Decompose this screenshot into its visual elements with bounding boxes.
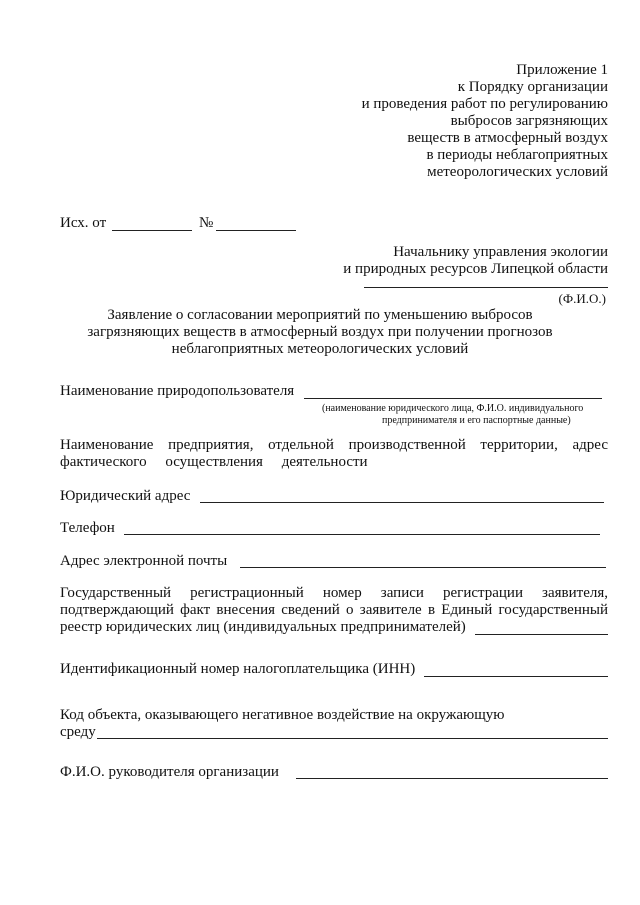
- reg-number-label-line-1: Государственный регистрационный номер записи регистрации заявителя,: [60, 585, 608, 601]
- user-name-hint-2: предпринимателя и его паспортные данные): [382, 415, 571, 426]
- phone-field[interactable]: [124, 534, 600, 535]
- user-name-hint-1: (наименование юридического лица, Ф.И.О. индивидуального: [322, 403, 584, 414]
- head-fio-label: Ф.И.О. руководителя организации: [60, 764, 279, 780]
- user-name-field[interactable]: [304, 398, 602, 399]
- legal-address-label: Юридический адрес: [60, 488, 191, 504]
- addressee-fio-caption: (Ф.И.О.): [558, 291, 606, 306]
- appendix-line-4: выбросов загрязняющих: [450, 113, 608, 129]
- enterprise-label-line-2: фактического осуществления деятельности: [60, 454, 368, 470]
- email-label: Адрес электронной почты: [60, 553, 228, 569]
- addressee-fio-field[interactable]: [364, 287, 608, 288]
- inn-label: Идентификационный номер налогоплательщика (ИНН): [60, 661, 416, 677]
- outgoing-date-field[interactable]: [112, 230, 192, 231]
- appendix-line-5: веществ в атмосферный воздух: [407, 130, 608, 146]
- appendix-line-2: к Порядку организации: [457, 79, 608, 95]
- reg-number-field[interactable]: [475, 634, 608, 635]
- phone-label: Телефон: [60, 520, 115, 536]
- legal-address-field[interactable]: [200, 502, 604, 503]
- head-fio-field[interactable]: [296, 778, 608, 779]
- reg-number-label-line-2: подтверждающий факт внесения сведений о заявителе в Единый государственный: [60, 602, 608, 618]
- object-code-field[interactable]: [97, 738, 608, 739]
- outgoing-number-field[interactable]: [216, 230, 296, 231]
- enterprise-label-line-1: Наименование предприятия, отдельной производственной территории, адрес: [60, 437, 608, 453]
- appendix-line-3: и проведения работ по регулированию: [361, 96, 608, 112]
- email-field[interactable]: [240, 567, 606, 568]
- document-title-line-2: загрязняющих веществ в атмосферный воздух при получении прогнозов: [87, 324, 553, 340]
- reg-number-label-line-3: реестр юридических лиц (индивидуальных предпринимателей): [60, 619, 466, 635]
- document-title-line-1: Заявление о согласовании мероприятий по уменьшению выбросов: [107, 307, 533, 323]
- appendix-line-6: в периоды неблагоприятных: [426, 147, 608, 163]
- addressee-line-1: Начальнику управления экологии: [393, 244, 608, 260]
- object-code-label-line-1: Код объекта, оказывающего негативное воздействие на окружающую: [60, 707, 505, 723]
- outgoing-number-sign: №: [199, 215, 214, 231]
- object-code-label-line-2: среду: [60, 724, 96, 740]
- document-title-line-3: неблагоприятных метеорологических условий: [171, 341, 469, 357]
- user-name-label: Наименование природопользователя: [60, 383, 295, 399]
- appendix-line-7: метеорологических условий: [427, 164, 608, 180]
- addressee-line-2: и природных ресурсов Липецкой области: [343, 261, 608, 277]
- inn-field[interactable]: [424, 676, 608, 677]
- appendix-line-1: Приложение 1: [516, 62, 608, 78]
- outgoing-ref-label: Исх. от: [60, 215, 107, 231]
